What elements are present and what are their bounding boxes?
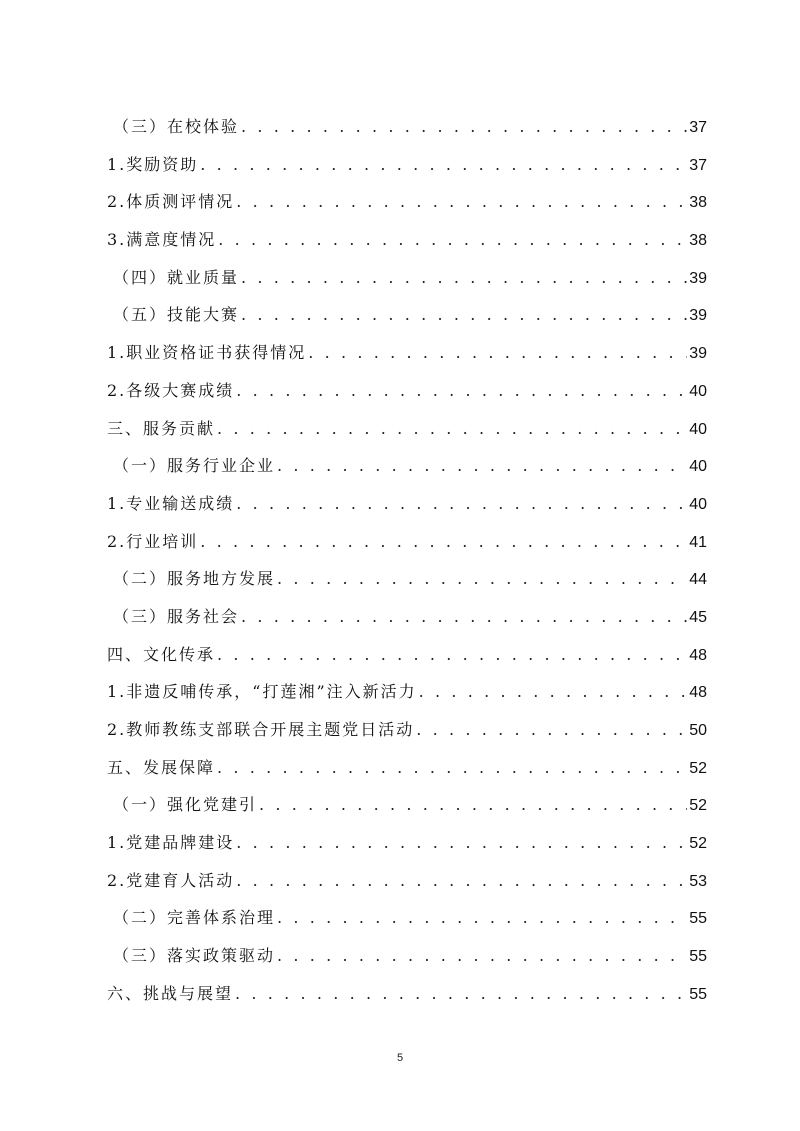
toc-entry[interactable] [107, 447, 707, 485]
toc-leader-dots [419, 673, 688, 711]
toc-entry-label: （一）强化党建引 [113, 795, 258, 815]
toc-entry[interactable] [107, 183, 707, 221]
toc-entry-label: 四、文化传承 [107, 644, 216, 664]
toc-leader-dots [277, 937, 687, 975]
toc-leader-dots [259, 786, 687, 824]
toc-entry-page: 40 [689, 420, 707, 438]
toc-leader-dots [416, 711, 687, 749]
toc-entry[interactable] [107, 146, 707, 184]
toc-entry-page: 55 [689, 948, 707, 966]
toc-entry[interactable] [107, 372, 707, 410]
toc-entry[interactable] [107, 975, 707, 1013]
table-of-contents [107, 108, 707, 1013]
toc-leader-dots [241, 296, 687, 334]
toc-leader-dots [236, 372, 687, 410]
toc-leader-dots [241, 259, 687, 297]
toc-entry[interactable] [107, 598, 707, 636]
toc-entry-page: 40 [689, 458, 707, 476]
toc-entry-page: 40 [689, 495, 707, 513]
toc-entry-label: 2.党建育人活动 [107, 870, 235, 890]
toc-entry-page: 37 [689, 119, 707, 136]
toc-entry-page: 38 [689, 194, 707, 212]
toc-entry-label: 1.党建品牌建设 [107, 833, 235, 853]
toc-entry-page: 53 [689, 872, 707, 890]
toc-entry-page: 50 [689, 722, 707, 739]
toc-entry-label: （三）服务社会 [113, 606, 240, 626]
toc-entry-label: 3.满意度情况 [107, 230, 217, 250]
toc-entry[interactable] [107, 899, 707, 937]
toc-entry-label: （一）服务行业企业 [113, 456, 276, 476]
toc-entry[interactable] [107, 824, 707, 862]
toc-entry-label: 2.体质测评情况 [107, 192, 235, 212]
toc-entry-label: （二）服务地方发展 [113, 569, 276, 589]
toc-entry-label: 2.行业培训 [107, 531, 199, 551]
toc-leader-dots [236, 862, 687, 900]
toc-leader-dots [217, 410, 687, 448]
toc-entry-page: 48 [689, 646, 707, 664]
toc-entry-label: 五、发展保障 [107, 757, 216, 777]
toc-leader-dots [241, 108, 687, 146]
toc-leader-dots [277, 560, 687, 598]
toc-entry-label: （三）落实政策驱动 [113, 946, 276, 966]
toc-entry-page: 40 [689, 382, 707, 400]
toc-entry[interactable] [107, 711, 707, 749]
toc-entry-label: （四）就业质量 [113, 267, 240, 287]
toc-entry[interactable] [107, 749, 707, 787]
toc-leader-dots [308, 334, 687, 372]
toc-entry[interactable] [107, 560, 707, 598]
toc-leader-dots [218, 221, 687, 259]
toc-entry-label: （五）技能大赛 [113, 305, 240, 325]
toc-entry-page: 52 [689, 759, 707, 777]
toc-entry-page: 39 [689, 307, 707, 325]
toc-entry[interactable] [107, 108, 707, 146]
toc-leader-dots [236, 824, 687, 862]
toc-entry-label: （二）完善体系治理 [113, 908, 276, 928]
toc-entry[interactable] [107, 410, 707, 448]
toc-entry-label: 六、挑战与展望 [107, 983, 234, 1003]
page-number: 5 [396, 1052, 404, 1064]
toc-entry-label: （三）在校体验 [113, 117, 240, 136]
toc-leader-dots [236, 183, 687, 221]
toc-entry-page: 52 [689, 797, 707, 815]
toc-leader-dots [217, 749, 687, 787]
toc-entry-label: 1.专业输送成绩 [107, 493, 235, 513]
toc-leader-dots [200, 523, 687, 561]
toc-leader-dots [236, 485, 687, 523]
toc-entry[interactable] [107, 636, 707, 674]
toc-entry-page: 44 [689, 571, 707, 589]
toc-entry-label: 2.教师教练支部联合开展主题党日活动 [107, 720, 415, 739]
toc-entry-page: 41 [689, 533, 707, 551]
toc-entry[interactable] [107, 296, 707, 334]
toc-entry-page: 55 [689, 985, 707, 1003]
toc-leader-dots [241, 598, 687, 636]
toc-entry-label: 1.非遗反哺传承，“打莲湘”注入新活力 [107, 682, 417, 702]
toc-entry-label: 1.奖励资助 [107, 154, 199, 174]
toc-entry-label: 三、服务贡献 [107, 418, 216, 438]
toc-leader-dots [200, 146, 687, 184]
toc-entry-label: 2.各级大赛成绩 [107, 380, 235, 400]
toc-entry[interactable] [107, 259, 707, 297]
toc-entry-page: 37 [689, 156, 707, 174]
toc-entry-label: 1.职业资格证书获得情况 [107, 343, 307, 363]
toc-leader-dots [277, 447, 687, 485]
toc-entry[interactable] [107, 673, 707, 711]
toc-entry[interactable] [107, 334, 707, 372]
toc-entry-page: 39 [689, 269, 707, 287]
toc-entry-page: 52 [689, 835, 707, 853]
toc-entry-page: 48 [689, 684, 707, 702]
toc-entry-page: 39 [689, 345, 707, 363]
toc-entry[interactable] [107, 485, 707, 523]
toc-entry-page: 45 [689, 608, 707, 626]
toc-entry[interactable] [107, 786, 707, 824]
toc-entry-page: 55 [689, 910, 707, 928]
toc-entry-page: 38 [689, 232, 707, 250]
toc-entry[interactable] [107, 937, 707, 975]
toc-entry[interactable] [107, 221, 707, 259]
toc-entry[interactable] [107, 862, 707, 900]
toc-leader-dots [235, 975, 687, 1013]
toc-leader-dots [217, 636, 687, 674]
toc-entry[interactable] [107, 523, 707, 561]
toc-leader-dots [277, 899, 687, 937]
